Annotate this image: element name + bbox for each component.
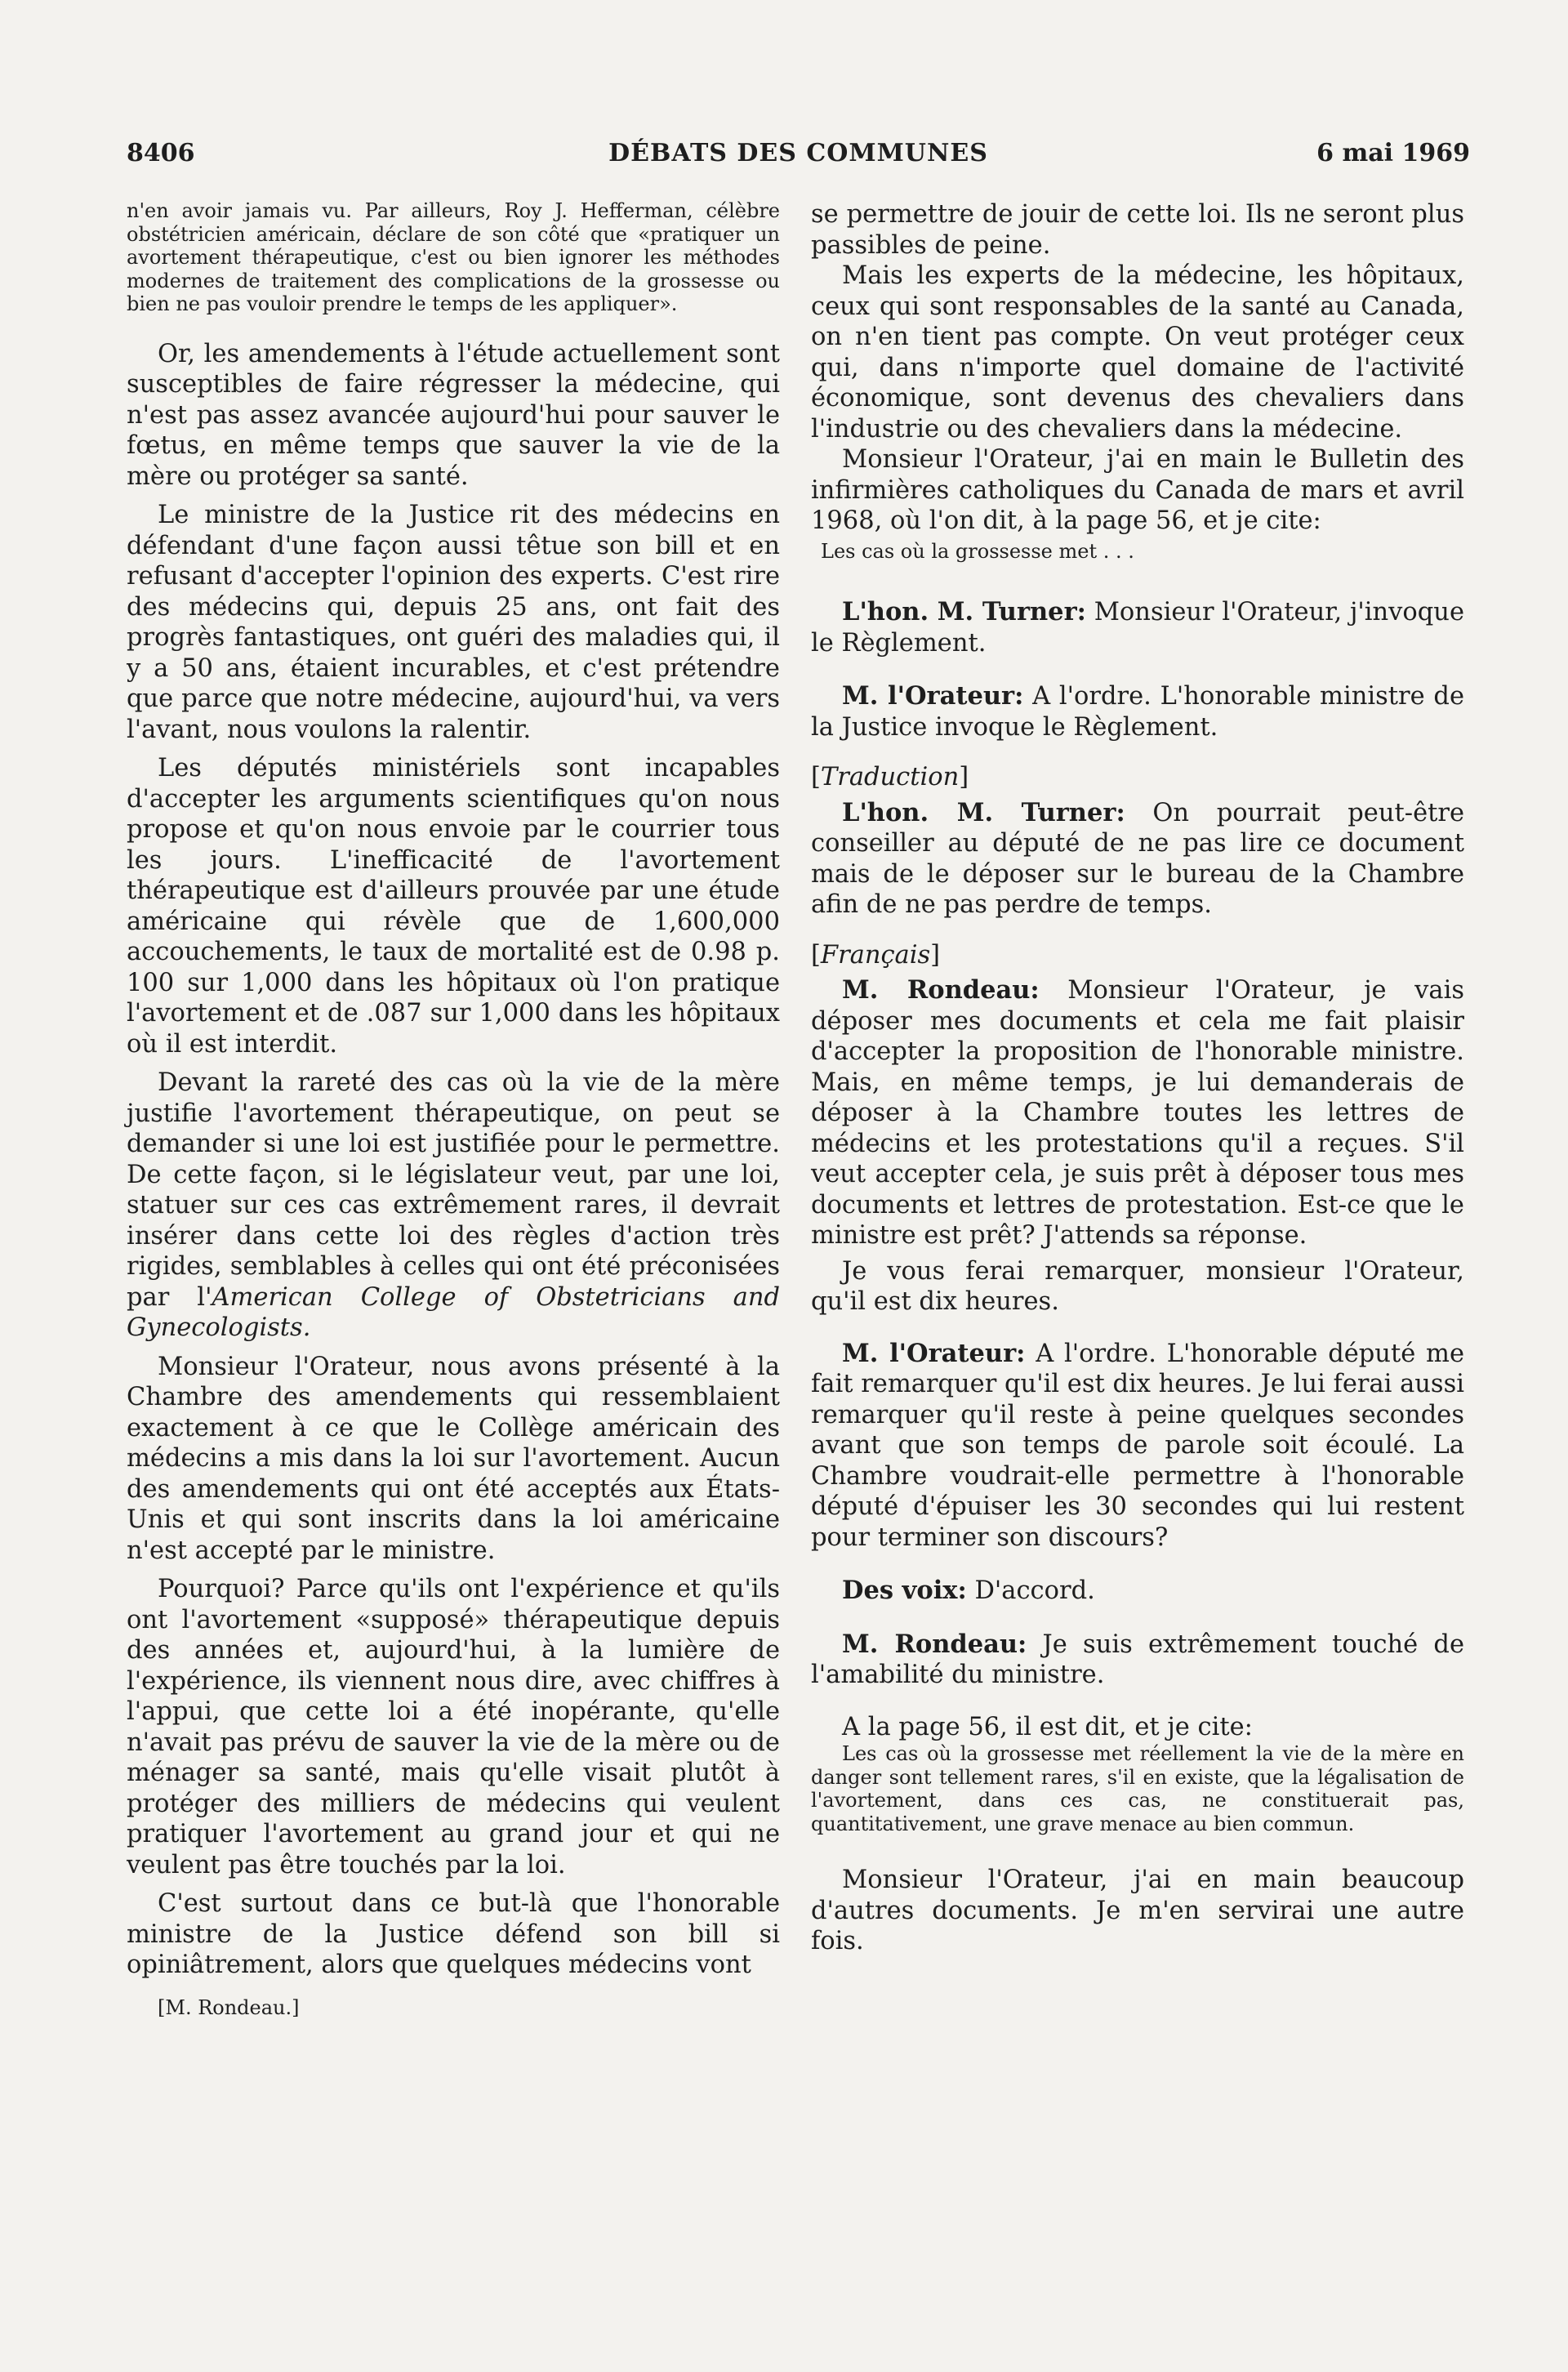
block-quote: n'en avoir jamais vu. Par ailleurs, Roy J. Hefferman, célèbre obstétricien américain, déclare de son côté que «pratiquer un avortement thérapeutique, c'est ou bien ignorer les méthodes modernes de traitement des complications de la grossesse ou bien ne pas vouloir prendre le temps de les appliquer». bbox=[127, 199, 780, 316]
language-label: Traduction bbox=[820, 763, 960, 792]
publication-title: DÉBATS DES COMMUNES bbox=[608, 139, 988, 167]
block-quote: Les cas où la grossesse met réellement la vie de la mère en danger sont tellement rares, s'il en existe, que la légalisation de l'avortement, dans ces cas, ne constituerait pas, quantitativement, une grave menace au bien commun. bbox=[811, 1742, 1464, 1835]
paragraph: Mais les experts de la médecine, les hôpitaux, ceux qui sont responsables de la santé au Canada, on n'en tient pas compte. On veut protéger ceux qui, dans n'importe quel domaine de l'activité économique, sont devenus des chevaliers dans l'industrie ou des chevaliers dans la médecine. bbox=[811, 261, 1464, 444]
speech bbox=[811, 798, 1464, 921]
speaker-name: L'hon. M. Turner: bbox=[842, 797, 1125, 827]
publication-date: 6 mai 1969 bbox=[1316, 139, 1470, 167]
speaker-name: M. Rondeau: bbox=[842, 1629, 1027, 1659]
speech bbox=[811, 597, 1464, 658]
speech bbox=[811, 1339, 1464, 1554]
paragraph: Le ministre de la Justice rit des médecins en défendant d'une façon aussi têtue son bill et en refusant d'accepter l'opinion des experts. C'est rire des médecins qui, depuis 25 ans, ont fait des progrès fantastiques, ont guéri des maladies qui, il y a 50 ans, étaient incurables, et c'est prétendre que parce que notre médecine, aujourd'hui, va vers l'avant, nous voulons la ralentir. bbox=[127, 501, 780, 744]
paragraph: Pourquoi? Parce qu'ils ont l'expérience et qu'ils ont l'avortement «supposé» thérapeutique depuis des années et, aujourd'hui, à la lumière de l'expérience, ils viennent nous dire, avec chiffres à l'appui, que cette loi a été inopérante, qu'elle n'avait pas prévu de sauver la vie de la mère ou de ménager sa santé, mais qu'elle visait plutôt à protéger des milliers de médecins qui veulent pratiquer l'avortement au grand jour et qui ne veulent pas être touchés par la loi. bbox=[127, 1575, 780, 1879]
page-number: 8406 bbox=[127, 139, 195, 167]
paragraph: Monsieur l'Orateur, j'ai en main le Bulletin des infirmières catholiques du Canada de mars et avril 1968, où l'on dit, à la page 56, et je cite: bbox=[811, 445, 1464, 535]
italic-name: American College of Obstetricians and Gynecologists. bbox=[127, 1282, 781, 1343]
language-label: Français bbox=[820, 940, 931, 970]
speaker-name: L'hon. M. Turner: bbox=[842, 597, 1086, 627]
speech-text: Monsieur l'Orateur, j'invoque le Règlement. bbox=[811, 598, 1464, 658]
paragraph: Or, les amendements à l'étude actuellement sont susceptibles de faire régresser la médecine, qui n'est pas assez avancée aujourd'hui pour sauver le fœtus, en même temps que sauver la vie de la mère ou protéger sa santé. bbox=[127, 339, 780, 491]
language-marker: [Traduction] bbox=[811, 763, 969, 792]
paragraph: A la page 56, il est dit, et je cite: bbox=[842, 1712, 1253, 1741]
speech bbox=[811, 681, 1464, 742]
speaker-footer: [M. Rondeau.] bbox=[158, 1995, 300, 2019]
paragraph bbox=[127, 1068, 780, 1344]
speech-text: Monsieur l'Orateur, je vais déposer mes documents et cela me fait plaisir d'accepter la proposition de l'honorable ministre. Mais, en même temps, je lui demanderais de déposer à la Chambre toutes les lettres de médecins et les protestations qu'il a reçues. S'il veut accepter cela, je suis prêt à déposer tous mes documents et lettres de protestation. Est-ce que le ministre est prêt? J'attends sa réponse. bbox=[811, 976, 1464, 1251]
speech bbox=[811, 1576, 1464, 1607]
paragraph: Monsieur l'Orateur, nous avons présenté à la Chambre des amendements qui ressemblaient exactement à ce que le Collège américain des médecins a mis dans la loi sur l'avortement. Aucun des amendements qui ont été acceptés aux États-Unis et qui sont inscrits dans la loi américaine n'est accepté par le ministre. bbox=[127, 1352, 780, 1565]
speech-text: On pourrait peut-être conseiller au député de ne pas lire ce document mais de le déposer sur le bureau de la Chambre afin de ne pas perdre de temps. bbox=[811, 798, 1465, 920]
speaker-name: M. l'Orateur: bbox=[842, 681, 1024, 711]
paragraph: se permettre de jouir de cette loi. Ils ne seront plus passibles de peine. bbox=[811, 200, 1464, 260]
paragraph: C'est surtout dans ce but-là que l'honorable ministre de la Justice défend son bill si opiniâtrement, alors que quelques médecins vont bbox=[127, 1889, 780, 1980]
right-column bbox=[811, 199, 1464, 1965]
paragraph: Je vous ferai remarquer, monsieur l'Orateur, qu'il est dix heures. bbox=[811, 1256, 1464, 1317]
paragraph: Les députés ministériels sont incapables d'accepter les arguments scientifiques qu'on nous propose et qu'on nous envoie par le courrier tous les jours. L'inefficacité de l'avortement thérapeutique est d'ailleurs prouvée par une étude américaine qui révèle que de 1,600,000 accouchements, le taux de mortalité est de 0.98 p. 100 sur 1,000 dans les hôpitaux où l'on pratique l'avortement et de .087 sur 1,000 dans les hôpitaux où il est interdit. bbox=[127, 754, 780, 1059]
page-header bbox=[127, 139, 1470, 172]
speech-text: Je suis extrêmement touché de l'amabilité du ministre. bbox=[811, 1630, 1464, 1690]
speaker-name: M. Rondeau: bbox=[842, 975, 1040, 1005]
speech-text: A l'ordre. L'honorable député me fait remarquer qu'il est dix heures. Je lui ferai aussi remarquer qu'il reste à peine quelques secondes avant que son temps de parole soit écoulé. La Chambre voudrait-elle permettre à l'honorable député d'épuiser les 30 secondes qui lui restent pour terminer son discours? bbox=[811, 1339, 1464, 1552]
speaker-name: Des voix: bbox=[842, 1576, 967, 1606]
speech-text: D'accord. bbox=[974, 1576, 1095, 1606]
paragraph: Monsieur l'Orateur, j'ai en main beaucoup d'autres documents. Je m'en servirai une autre fois. bbox=[811, 1866, 1464, 1956]
speech-text: A l'ordre. L'honorable ministre de la Justice invoque le Règlement. bbox=[811, 682, 1464, 742]
language-marker: [Français] bbox=[811, 940, 941, 970]
speaker-name: M. l'Orateur: bbox=[842, 1338, 1026, 1368]
block-quote: Les cas où la grossesse met . . . bbox=[821, 539, 1134, 563]
left-column bbox=[127, 199, 780, 2020]
speech bbox=[811, 975, 1464, 1251]
speech bbox=[811, 1630, 1464, 1691]
paragraph-text: Devant la rareté des cas où la vie de la mère justifie l'avortement thérapeutique, on peut se demander si une loi est justifiée pour le permettre. De cette façon, si le législateur veut, par une loi, statuer sur ces cas extrêmement rares, il devrait insérer dans cette loi des règles d'action très rigides, semblables à celles qui ont été préconisées par l' bbox=[127, 1068, 780, 1312]
